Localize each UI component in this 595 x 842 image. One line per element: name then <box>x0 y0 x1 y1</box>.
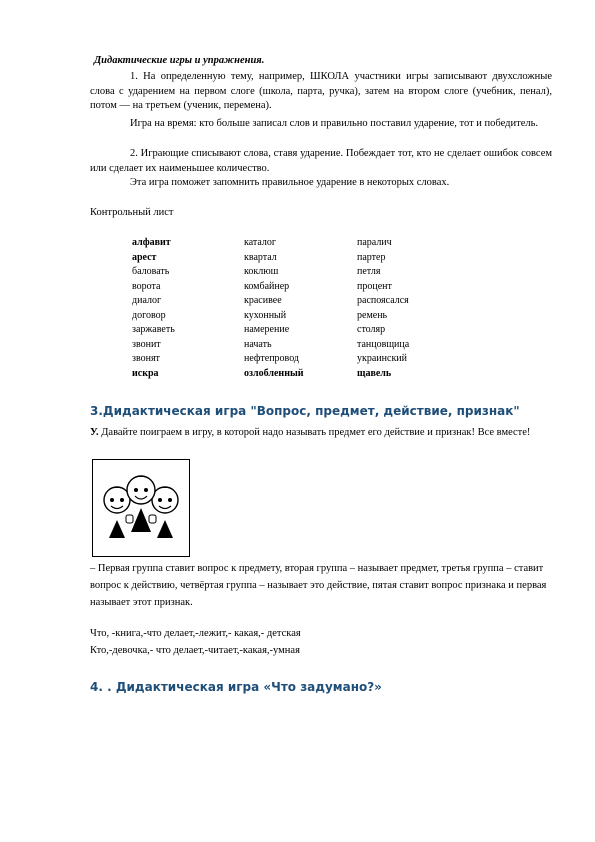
paragraph-game-2: 2. Играющие списывают слова, ставя ударение. Побеждает тот, кто не сделает ошибок совсем или сделает их наименьшее количество. <box>90 148 552 174</box>
word-item: каталог <box>244 237 276 248</box>
word-column-2 <box>244 236 304 381</box>
word-item: баловать <box>132 266 170 277</box>
word-item: нефтепровод <box>244 353 300 364</box>
word-item: процент <box>357 280 392 292</box>
word-item: партер <box>357 251 386 263</box>
word-item: петля <box>357 266 381 277</box>
word-item: арест <box>132 251 157 263</box>
example-line-2: Кто,-девочка,- что делает,-читает,-какая,-умная <box>90 645 300 656</box>
paragraph-game-purpose: Эта игра поможет запомнить правильное ударение в некоторых словах. <box>130 177 450 188</box>
word-column-1 <box>132 236 175 381</box>
heading-game-3: 3.Дидактическая игра "Вопрос, предмет, действие, признак" <box>90 404 520 418</box>
word-item: искра <box>132 367 159 379</box>
word-item: алфавит <box>132 237 171 248</box>
paragraph-time-game: Игра на время: кто больше записал слов и правильно поставил ударение, тот и победитель. <box>130 118 539 129</box>
word-item: комбайнер <box>244 280 290 292</box>
teacher-label: У. <box>90 427 99 438</box>
word-item: паралич <box>357 237 392 248</box>
word-item: коклюш <box>244 266 279 277</box>
game-3-intro-text: Давайте поиграем в игру, в которой надо называть предмет его действие и признак! Все вместе! <box>98 427 531 438</box>
word-item: звонит <box>132 338 161 350</box>
heading-game-4: 4. . Дидактическая игра «Что задумано?» <box>90 680 382 694</box>
word-item: красивее <box>244 295 282 306</box>
word-item: столяр <box>357 324 386 335</box>
word-item: звонят <box>132 353 160 364</box>
word-item: намерение <box>244 324 290 335</box>
word-item: озлобленный <box>244 367 304 379</box>
word-item: щавель <box>357 367 392 379</box>
game-3-description: – Первая группа ставит вопрос к предмету, вторая группа – называет предмет, третья группа – ставит вопрос к действию, четвёртая группа – называет это действие, пятая ставит вопрос признака и первая называет этот признак. <box>90 563 547 608</box>
example-line-1: Что, -книга,-что делает,-лежит,- какая,- детская <box>90 628 301 639</box>
paragraph-game-1: 1. На определенную тему, например, ШКОЛА участники игры записывают двухсложные слова с ударением на первом слоге (школа, парта, ручка), затем на втором слоге (учебник, пенал), потом — на третьем (ученик, перемена). <box>90 71 552 111</box>
control-list-label: Контрольный лист <box>90 207 174 218</box>
game-3-intro <box>90 424 552 441</box>
word-item: танцовщица <box>357 338 410 350</box>
word-item: украинский <box>357 353 407 364</box>
word-item: диалог <box>132 295 162 306</box>
word-item: распоясался <box>357 295 409 306</box>
three-smiling-children-icon <box>92 459 190 557</box>
section-title: Дидактические игры и упражнения. <box>94 55 265 66</box>
word-item: заржаветь <box>132 324 175 335</box>
word-item: начать <box>244 338 272 350</box>
word-item: договор <box>132 309 166 321</box>
word-item: квартал <box>244 251 277 263</box>
word-item: кухонный <box>244 309 287 321</box>
word-column-3 <box>357 236 409 381</box>
word-item: ворота <box>132 280 161 292</box>
word-item: ремень <box>357 309 388 321</box>
